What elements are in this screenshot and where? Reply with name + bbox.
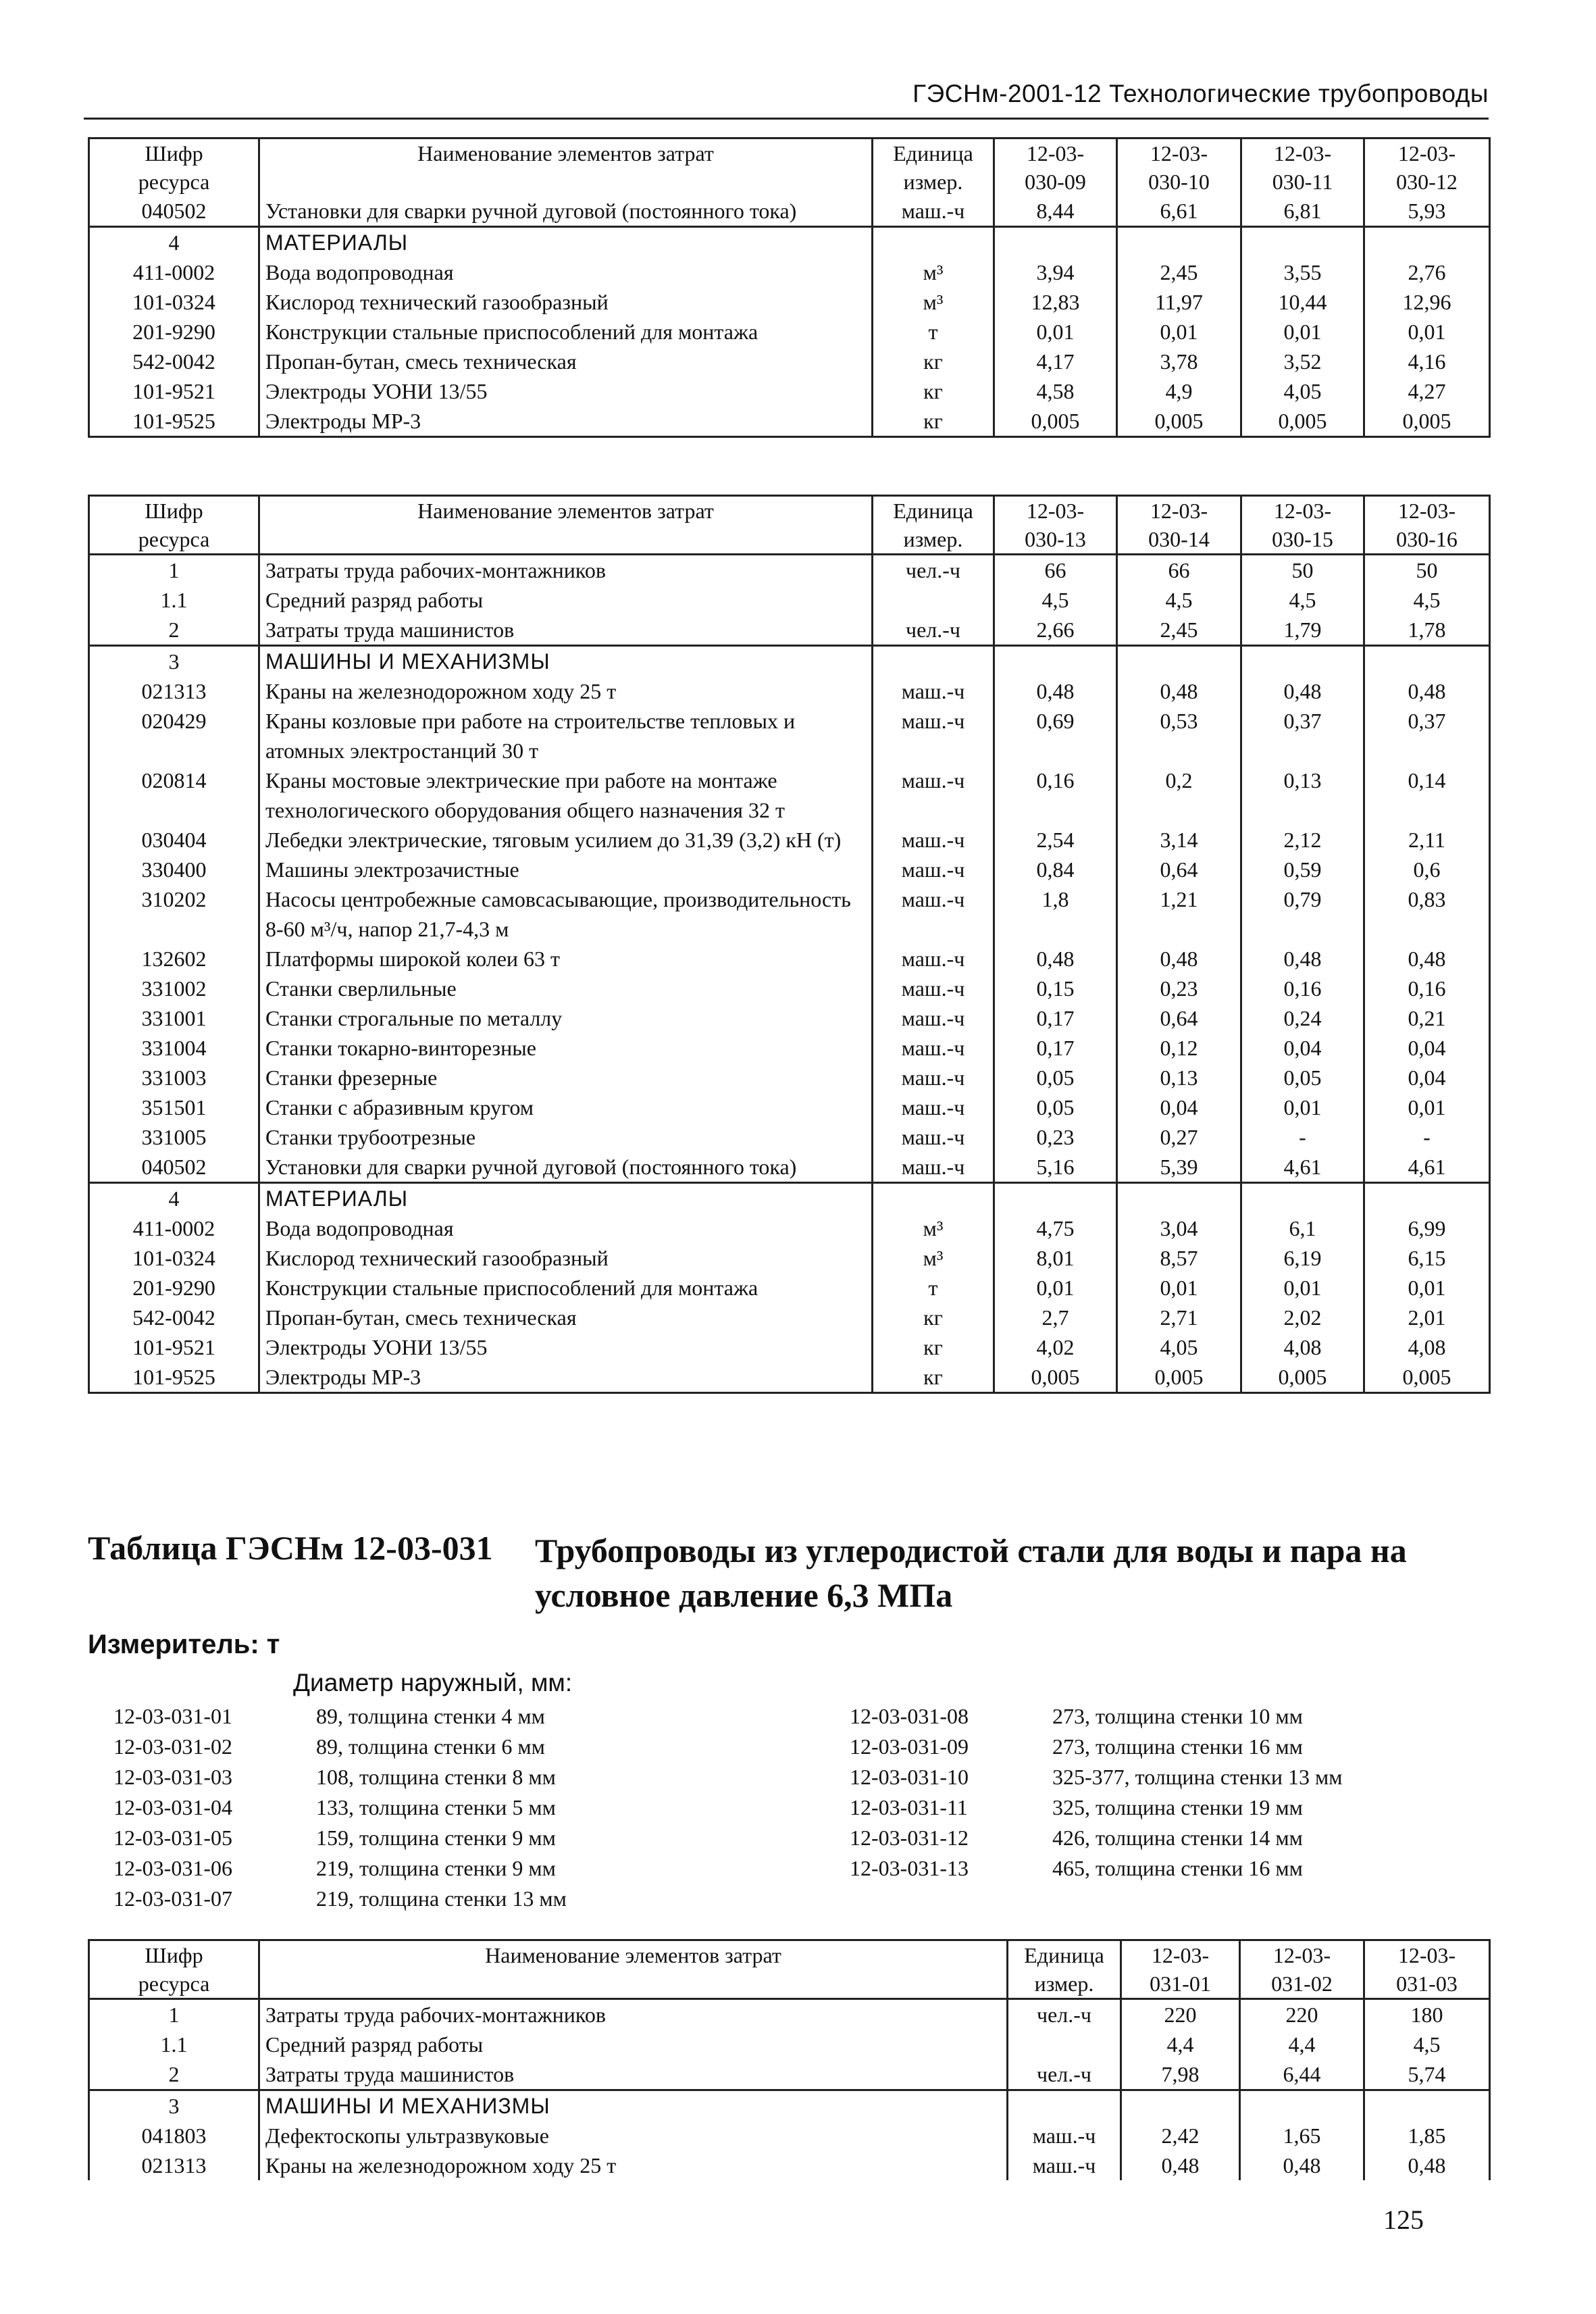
item-code: 12-03-031-05 bbox=[113, 1826, 232, 1850]
page-number: 125 bbox=[1383, 2205, 1424, 2235]
table-body bbox=[89, 555, 1490, 646]
item-description: 426, толщина стенки 14 мм bbox=[1052, 1826, 1303, 1850]
table-row: 101-0324 Кислород технический газообразный м³ 12,83 11,97 10,44 12,96 bbox=[89, 287, 1490, 317]
table-row: 330400 Машины электрозачистные маш.-ч 0,84 0,64 0,59 0,6 bbox=[89, 855, 1490, 884]
item-description: 108, толщина стенки 8 мм bbox=[316, 1765, 556, 1789]
header-name: Наименование элементов затрат bbox=[259, 1940, 1008, 1999]
table-body bbox=[89, 646, 1490, 677]
section-row: 4 МАТЕРИАЛЫ bbox=[89, 1183, 1490, 1214]
table-row: 020429 Краны козловые при работе на строительстве тепловых и атомных электростанций 30 т маш.-ч 0,69 0,53 0,37 0,37 bbox=[89, 706, 1490, 765]
table-row: 021313 Краны на железнодорожном ходу 25 т маш.-ч 0,48 0,48 0,48 0,48 bbox=[89, 676, 1490, 706]
header-col-2: 12-03- 030-10 bbox=[1117, 139, 1241, 197]
table-row: 331004 Станки токарно-винторезные маш.-ч 0,17 0,12 0,04 0,04 bbox=[89, 1033, 1490, 1063]
resource-table-030-13-16 bbox=[88, 495, 1491, 1394]
table-row: 1.1 Средний разряд работы 4,5 4,5 4,5 4,5 bbox=[89, 585, 1490, 615]
table-row: 1 Затраты труда рабочих-монтажников чел.-ч 220 220 180 bbox=[89, 1999, 1490, 2030]
item-description: 219, толщина стенки 9 мм bbox=[316, 1856, 556, 1880]
list-item bbox=[850, 1853, 1498, 1884]
table-body bbox=[89, 1999, 1490, 2090]
header-col-3: 12-03- 030-15 bbox=[1241, 496, 1364, 555]
header-unit: Единица измер. bbox=[1008, 1940, 1121, 1999]
table-row: 020814 Краны мостовые электрические при работе на монтаже технологического оборудования общего назначения 32 т маш.-ч 0,16 0,2 0,13 0,14 bbox=[89, 765, 1490, 825]
item-code: 12-03-031-06 bbox=[113, 1856, 232, 1880]
resource-table-030-09-12 bbox=[88, 137, 1491, 438]
table-row: 040502 Установки для сварки ручной дуговой (постоянного тока) маш.-ч 5,16 5,39 4,61 4,61 bbox=[89, 1152, 1490, 1183]
table-row: 411-0002 Вода водопроводная м³ 4,75 3,04 6,1 6,99 bbox=[89, 1213, 1490, 1243]
item-code: 12-03-031-01 bbox=[113, 1704, 232, 1728]
header-col-3: 12-03- 030-11 bbox=[1241, 139, 1364, 197]
table-body bbox=[89, 196, 1490, 257]
table-row: 331005 Станки трубоотрезные маш.-ч 0,23 0,27 - - bbox=[89, 1122, 1490, 1152]
table-row: 101-9521 Электроды УОНИ 13/55 кг 4,02 4,05 4,08 4,08 bbox=[89, 1332, 1490, 1362]
header-col-1: 12-03- 031-01 bbox=[1121, 1940, 1240, 1999]
list-item bbox=[113, 1792, 789, 1823]
diameter-list-right bbox=[850, 1701, 1498, 1884]
header-title: ГЭСНм-2001-12 Технологические трубопроводы bbox=[912, 80, 1489, 107]
list-item bbox=[113, 1732, 789, 1762]
section-row: 3 МАШИНЫ И МЕХАНИЗМЫ bbox=[89, 646, 1490, 677]
header-name: Наименование элементов затрат bbox=[259, 139, 873, 197]
table-row: 101-0324 Кислород технический газообразный м³ 8,01 8,57 6,19 6,15 bbox=[89, 1243, 1490, 1273]
table-row: 201-9290 Конструкции стальные приспособлений для монтажа т 0,01 0,01 0,01 0,01 bbox=[89, 317, 1490, 347]
list-item bbox=[850, 1823, 1498, 1853]
list-item bbox=[113, 1853, 789, 1884]
header-code: Шифр ресурса bbox=[89, 1940, 259, 1999]
item-description: 273, толщина стенки 16 мм bbox=[1052, 1734, 1303, 1759]
item-description: 325, толщина стенки 19 мм bbox=[1052, 1795, 1303, 1819]
item-description: 273, толщина стенки 10 мм bbox=[1052, 1704, 1303, 1728]
item-description: 465, толщина стенки 16 мм bbox=[1052, 1856, 1303, 1880]
table-row: 411-0002 Вода водопроводная м³ 3,94 2,45 3,55 2,76 bbox=[89, 257, 1490, 287]
table-row: 1.1 Средний разряд работы 4,4 4,4 4,5 bbox=[89, 2030, 1490, 2059]
table-body bbox=[89, 257, 1490, 437]
header-col-1: 12-03- 030-13 bbox=[994, 496, 1117, 555]
table-body bbox=[89, 1183, 1490, 1214]
header-col-4: 12-03- 030-16 bbox=[1364, 496, 1490, 555]
item-code: 12-03-031-09 bbox=[850, 1734, 969, 1759]
table-row: 101-9525 Электроды МР-3 кг 0,005 0,005 0,005 0,005 bbox=[89, 406, 1490, 437]
item-description: 159, толщина стенки 9 мм bbox=[316, 1826, 556, 1850]
table-row: 331001 Станки строгальные по металлу маш.-ч 0,17 0,64 0,24 0,21 bbox=[89, 1003, 1490, 1033]
table-row: 310202 Насосы центробежные самовсасывающие, производительность 8-60 м³/ч, напор 21,7-4,3 м маш.-ч 1,8 1,21 0,79 0,83 bbox=[89, 884, 1490, 944]
list-item bbox=[113, 1762, 789, 1792]
table-row: 2 Затраты труда машинистов чел.-ч 2,66 2,45 1,79 1,78 bbox=[89, 615, 1490, 646]
table-row: 351501 Станки с абразивным кругом маш.-ч 0,05 0,04 0,01 0,01 bbox=[89, 1092, 1490, 1122]
table-row: 201-9290 Конструкции стальные приспособлений для монтажа т 0,01 0,01 0,01 0,01 bbox=[89, 1273, 1490, 1303]
resource-table-031-01-03 bbox=[88, 1939, 1491, 2180]
header-code: Шифр ресурса bbox=[89, 139, 259, 197]
table-row: 101-9521 Электроды УОНИ 13/55 кг 4,58 4,9 4,05 4,27 bbox=[89, 376, 1490, 406]
item-code: 12-03-031-02 bbox=[113, 1734, 232, 1759]
diameter-caption: Диаметр наружный, мм: bbox=[293, 1669, 573, 1696]
item-code: 12-03-031-03 bbox=[113, 1765, 232, 1789]
table-row: 132602 Платформы широкой колеи 63 т маш.-ч 0,48 0,48 0,48 0,48 bbox=[89, 944, 1490, 974]
list-item bbox=[113, 1884, 789, 1914]
table-row: 2 Затраты труда машинистов чел.-ч 7,98 6,44 5,74 bbox=[89, 2059, 1490, 2090]
item-description: 219, толщина стенки 13 мм bbox=[316, 1886, 567, 1911]
item-code: 12-03-031-12 bbox=[850, 1826, 969, 1850]
list-item bbox=[850, 1732, 1498, 1762]
table-row: 542-0042 Пропан-бутан, смесь техническая кг 2,7 2,71 2,02 2,01 bbox=[89, 1303, 1490, 1332]
table-description: Трубопроводы из углеродистой стали для воды и пара на условное давление 6,3 МПа bbox=[535, 1532, 1407, 1614]
table-body bbox=[89, 2090, 1490, 2121]
item-code: 12-03-031-11 bbox=[850, 1795, 968, 1819]
table-body bbox=[89, 2121, 1490, 2180]
section-row: 4 МАТЕРИАЛЫ bbox=[89, 227, 1490, 258]
header-unit: Единица измер. bbox=[873, 496, 994, 555]
header-code: Шифр ресурса bbox=[89, 496, 259, 555]
table-row: 1 Затраты труда рабочих-монтажников чел.-ч 66 66 50 50 bbox=[89, 555, 1490, 586]
section-row: 3 МАШИНЫ И МЕХАНИЗМЫ bbox=[89, 2090, 1490, 2121]
table-number: Таблица ГЭСНм 12-03-031 bbox=[88, 1529, 493, 1567]
item-code: 12-03-031-08 bbox=[850, 1704, 969, 1728]
header-col-4: 12-03- 030-12 bbox=[1364, 139, 1490, 197]
header-col-3: 12-03- 031-03 bbox=[1364, 1940, 1490, 1999]
item-description: 89, толщина стенки 6 мм bbox=[316, 1734, 545, 1759]
table-body bbox=[89, 1213, 1490, 1393]
table-row: 331002 Станки сверлильные маш.-ч 0,15 0,23 0,16 0,16 bbox=[89, 974, 1490, 1003]
list-item bbox=[113, 1823, 789, 1853]
header-col-1: 12-03- 030-09 bbox=[994, 139, 1117, 197]
list-item bbox=[850, 1792, 1498, 1823]
table-body bbox=[89, 676, 1490, 1183]
item-code: 12-03-031-04 bbox=[113, 1795, 232, 1819]
header-col-2: 12-03- 031-02 bbox=[1240, 1940, 1364, 1999]
page-header bbox=[84, 76, 1489, 120]
table-row: 040502 Установки для сварки ручной дуговой (постоянного тока) маш.-ч 8,44 6,61 6,81 5,93 bbox=[89, 196, 1490, 227]
item-code: 12-03-031-10 bbox=[850, 1765, 969, 1789]
diameter-list-left bbox=[113, 1701, 789, 1914]
table-row: 331003 Станки фрезерные маш.-ч 0,05 0,13 0,05 0,04 bbox=[89, 1063, 1490, 1092]
measure-unit: Измеритель: т bbox=[88, 1630, 280, 1659]
header-name: Наименование элементов затрат bbox=[259, 496, 873, 555]
list-item bbox=[850, 1762, 1498, 1792]
table-row: 030404 Лебедки электрические, тяговым усилием до 31,39 (3,2) кН (т) маш.-ч 2,54 3,14 2,12 2,11 bbox=[89, 825, 1490, 855]
table-row: 041803 Дефектоскопы ультразвуковые маш.-ч 2,42 1,65 1,85 bbox=[89, 2121, 1490, 2150]
item-description: 133, толщина стенки 5 мм bbox=[316, 1795, 556, 1819]
header-col-2: 12-03- 030-14 bbox=[1117, 496, 1241, 555]
item-code: 12-03-031-13 bbox=[850, 1856, 969, 1880]
item-code: 12-03-031-07 bbox=[113, 1886, 232, 1911]
item-description: 325-377, толщина стенки 13 мм bbox=[1052, 1765, 1343, 1789]
table-row: 101-9525 Электроды МР-3 кг 0,005 0,005 0,005 0,005 bbox=[89, 1362, 1490, 1393]
list-item bbox=[113, 1701, 789, 1732]
table-row: 542-0042 Пропан-бутан, смесь техническая кг 4,17 3,78 3,52 4,16 bbox=[89, 347, 1490, 376]
header-unit: Единица измер. bbox=[873, 139, 994, 197]
item-description: 89, толщина стенки 4 мм bbox=[316, 1704, 545, 1728]
list-item bbox=[850, 1701, 1498, 1732]
table-row: 021313 Краны на железнодорожном ходу 25 т маш.-ч 0,48 0,48 0,48 bbox=[89, 2150, 1490, 2180]
